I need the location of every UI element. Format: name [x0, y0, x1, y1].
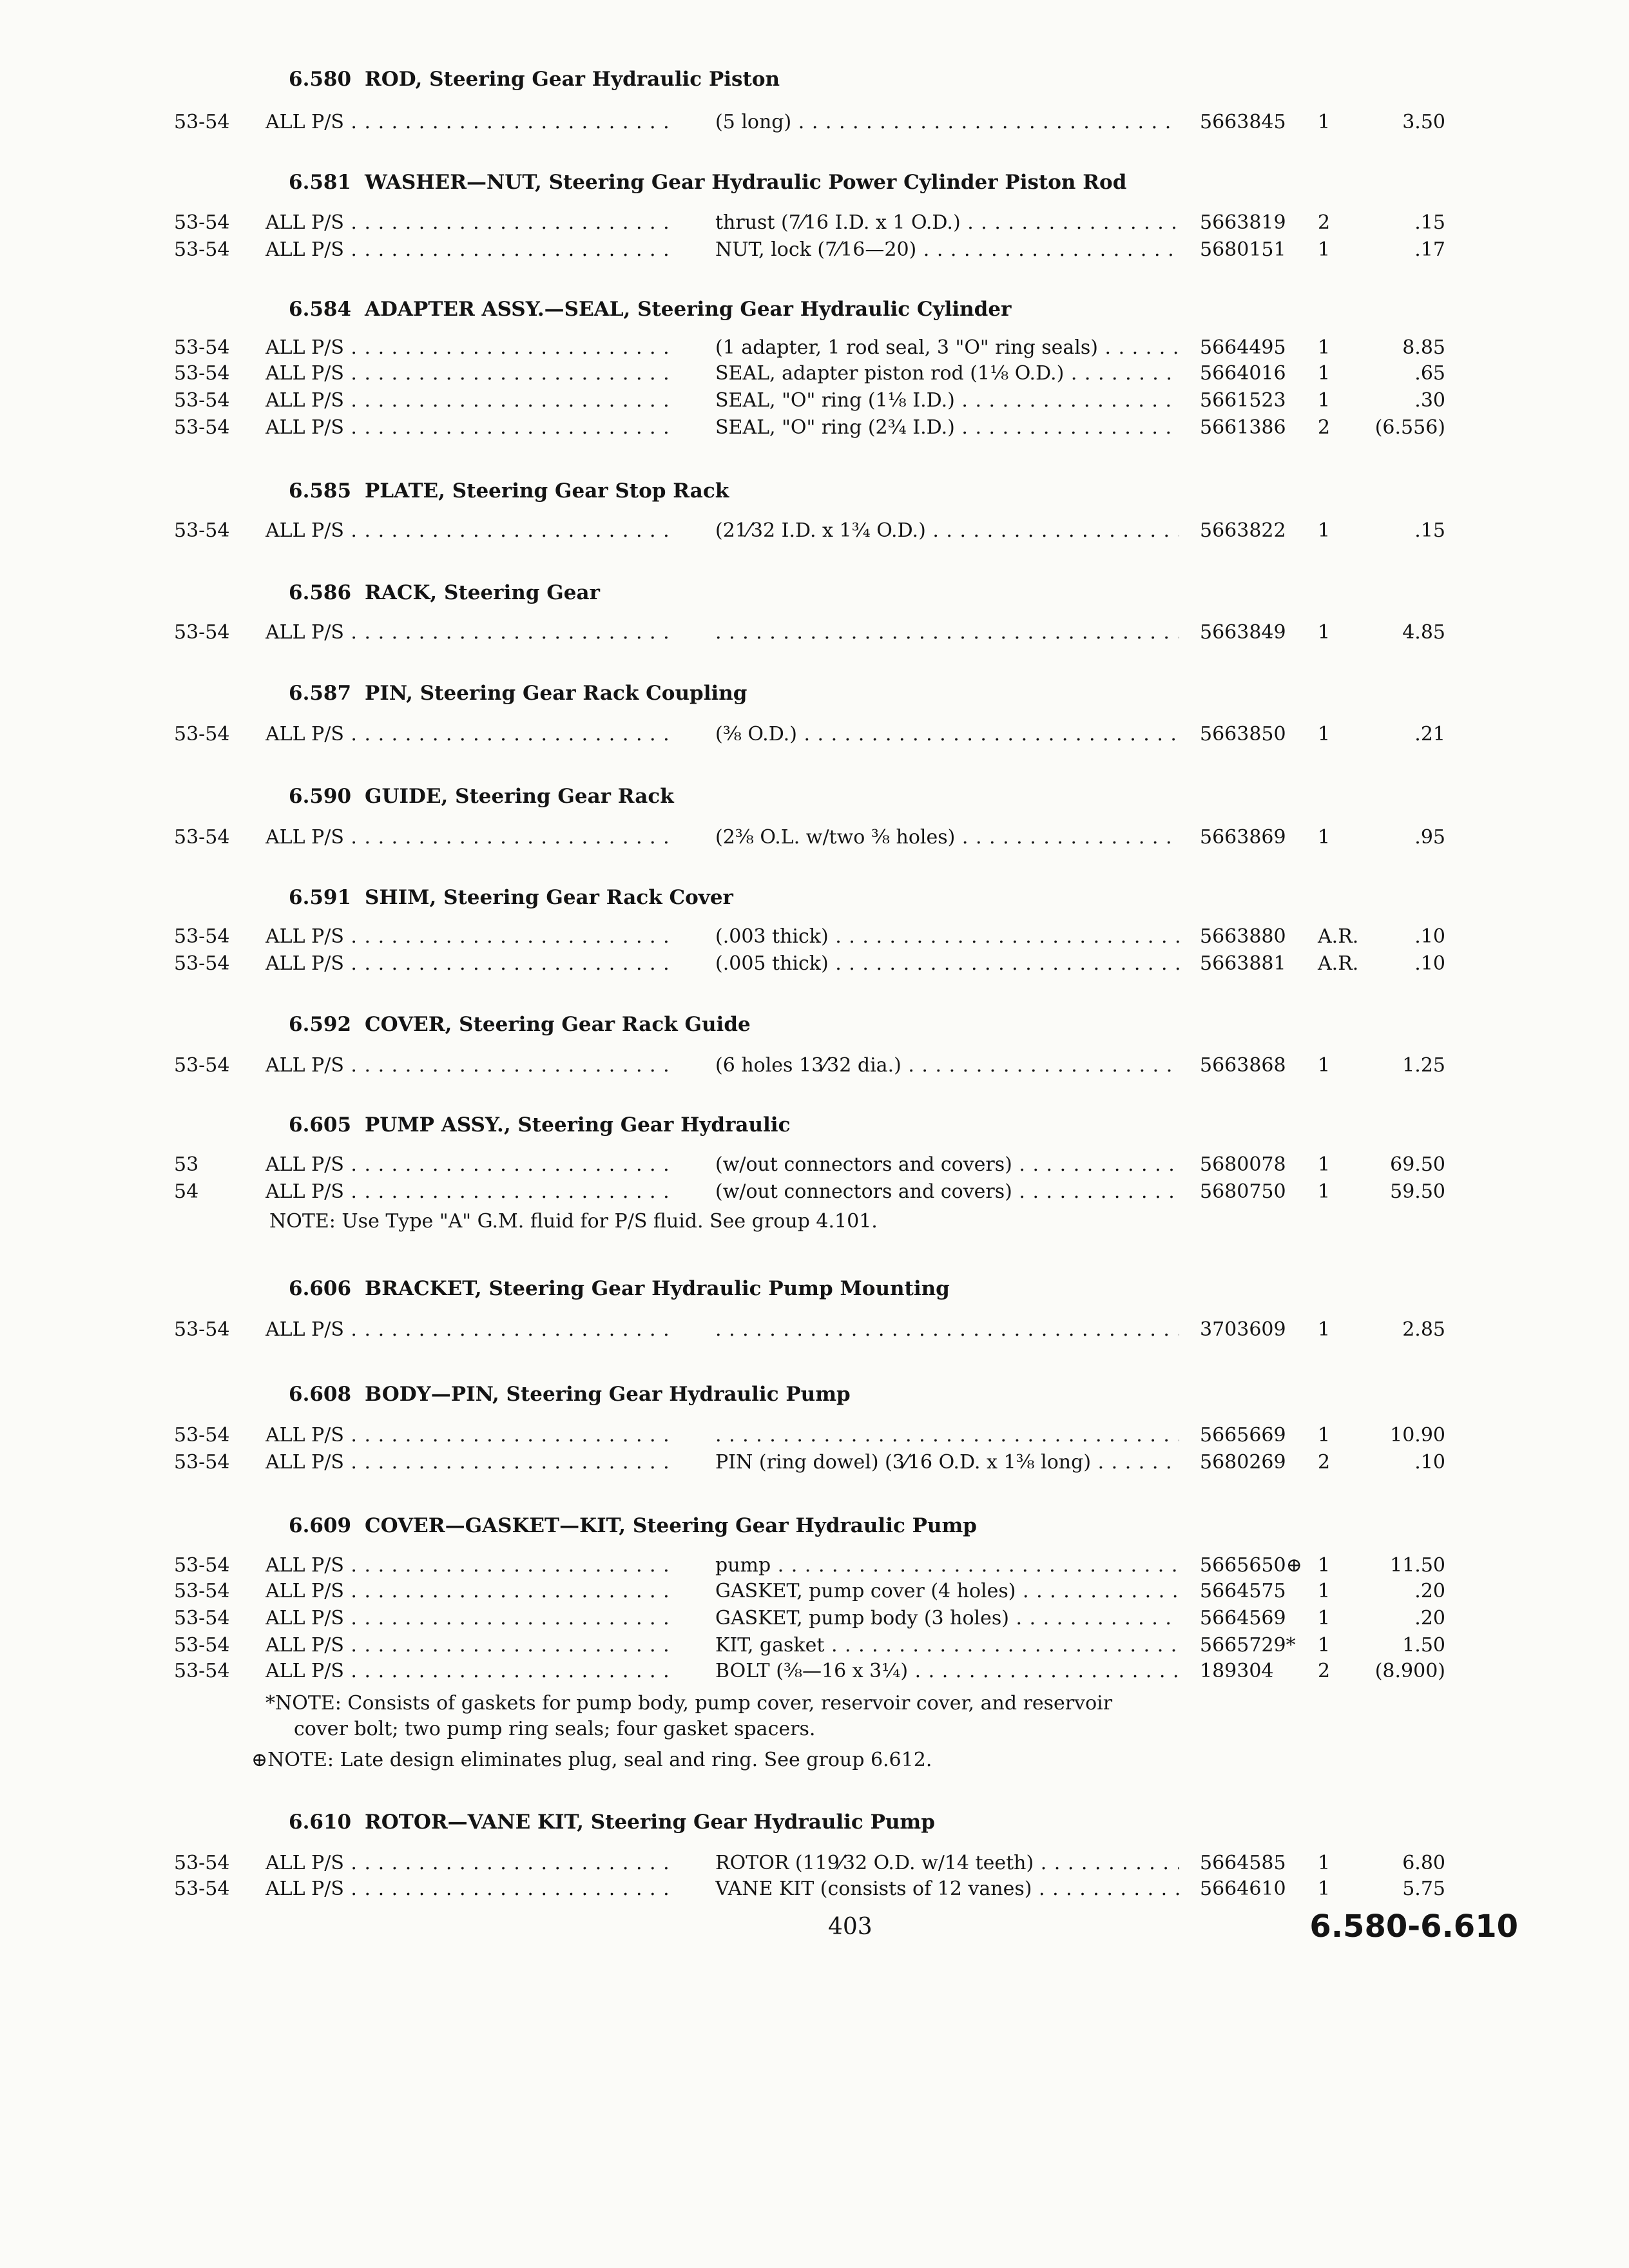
cell-qty: 1 [1318, 1424, 1331, 1446]
section-number: 6.610 [289, 1811, 352, 1834]
section-note: NOTE: Use Type "A" G.M. fluid for P/S fluid. See group 4.101. [269, 1210, 878, 1233]
cell-price: 3.50 [1402, 111, 1445, 133]
cell-model: ALL P/S . . . [265, 111, 678, 133]
cell-yr: 53-54 [174, 519, 230, 542]
section-number: 6.585 [289, 479, 352, 503]
cell-part: 5665729* [1200, 1634, 1296, 1657]
cell-model: ALL P/S . . . [265, 416, 678, 439]
parts-row [0, 1580, 1629, 1608]
cell-desc: ROTOR (119⁄32 O.D. w/14 teeth) . . . [715, 1852, 1179, 1874]
cell-yr: 54 [174, 1180, 199, 1203]
cell-model: ALL P/S . . . [265, 1054, 678, 1077]
section-title: COVER—GASKET—KIT, Steering Gear Hydraulic Pump [365, 1514, 977, 1537]
cell-yr: 53-54 [174, 1054, 230, 1077]
cell-yr: 53-54 [174, 952, 230, 975]
page-range: 6.580-6.610 [1309, 1908, 1518, 1945]
parts-row [0, 1153, 1629, 1182]
cell-qty: 1 [1318, 1852, 1331, 1874]
cell-price: .17 [1414, 238, 1445, 261]
parts-row [0, 1451, 1629, 1479]
cell-yr: 53-54 [174, 362, 230, 385]
section-number: 6.592 [289, 1013, 352, 1036]
parts-row [0, 336, 1629, 365]
section-title: COVER, Steering Gear Rack Guide [365, 1013, 751, 1036]
cell-model: ALL P/S . . . [265, 1580, 678, 1602]
cell-yr: 53-54 [174, 111, 230, 133]
cell-desc: SEAL, adapter piston rod (1⅛ O.D.) . . . [715, 362, 1179, 385]
section-number: 6.586 [289, 581, 352, 604]
cell-desc: (5 long) . . . [715, 111, 1179, 133]
cell-yr: 53-54 [174, 238, 230, 261]
section-heading [289, 1514, 977, 1537]
cell-qty: 1 [1318, 1318, 1331, 1341]
section-number: 6.584 [289, 298, 352, 321]
cell-qty: 1 [1318, 1554, 1331, 1577]
cell-price: 1.25 [1402, 1054, 1445, 1077]
cell-yr: 53-54 [174, 1424, 230, 1446]
cell-qty: 1 [1318, 1054, 1331, 1077]
cell-price: 8.85 [1402, 336, 1445, 359]
section-title: BRACKET, Steering Gear Hydraulic Pump Mounting [365, 1277, 950, 1300]
cell-model: ALL P/S . . . [265, 1318, 678, 1341]
section-title: GUIDE, Steering Gear Rack [365, 785, 674, 808]
cell-part: 5664016 [1200, 362, 1286, 385]
cell-model: ALL P/S . . . [265, 621, 678, 644]
cell-yr: 53-54 [174, 723, 230, 745]
section-heading [289, 1013, 751, 1036]
section-heading [289, 1811, 935, 1834]
cell-qty: 1 [1318, 1153, 1331, 1176]
cell-price: .20 [1414, 1607, 1445, 1629]
cell-desc: (⅜ O.D.) . . . [715, 723, 1179, 745]
section-title: RACK, Steering Gear [365, 581, 600, 604]
parts-row [0, 952, 1629, 981]
cell-model: ALL P/S . . . [265, 1451, 678, 1474]
parts-row [0, 362, 1629, 390]
cell-desc: (1 adapter, 1 rod seal, 3 "O" ring seals) . . . [715, 336, 1179, 359]
cell-desc: GASKET, pump body (3 holes) . . . [715, 1607, 1179, 1629]
cell-qty: 1 [1318, 1180, 1331, 1203]
cell-qty: 1 [1318, 1607, 1331, 1629]
section-note: ⊕NOTE: Late design eliminates plug, seal and ring. See group 6.612. [251, 1749, 932, 1771]
cell-model: ALL P/S . . . [265, 1554, 678, 1577]
parts-row [0, 826, 1629, 854]
cell-desc [715, 1424, 1179, 1446]
cell-desc: GASKET, pump cover (4 holes) . . . [715, 1580, 1179, 1602]
section-heading [289, 479, 729, 503]
cell-model: ALL P/S . . . [265, 826, 678, 849]
parts-row [0, 238, 1629, 267]
cell-qty: 1 [1318, 1580, 1331, 1602]
cell-qty: 1 [1318, 1634, 1331, 1657]
cell-qty: 1 [1318, 362, 1331, 385]
cell-model: ALL P/S . . . [265, 238, 678, 261]
section-title: WASHER—NUT, Steering Gear Hydraulic Power Cylinder Piston Rod [365, 171, 1127, 194]
cell-yr: 53-54 [174, 1660, 230, 1682]
parts-row [0, 1852, 1629, 1880]
cell-price: .10 [1414, 925, 1445, 948]
cell-desc: PIN (ring dowel) (3⁄16 O.D. x 1⅜ long) . . . [715, 1451, 1179, 1474]
cell-desc: (w/out connectors and covers) . . . [715, 1180, 1179, 1203]
section-note: *NOTE: Consists of gaskets for pump body, pump cover, reservoir cover, and reservoir [265, 1692, 1113, 1715]
cell-price: 1.50 [1402, 1634, 1445, 1657]
parts-row [0, 1180, 1629, 1209]
section-number: 6.605 [289, 1113, 352, 1137]
cell-yr: 53-54 [174, 925, 230, 948]
cell-qty: 1 [1318, 723, 1331, 745]
cell-yr: 53-54 [174, 1852, 230, 1874]
cell-qty: 2 [1318, 1660, 1331, 1682]
cell-price: 10.90 [1390, 1424, 1445, 1446]
cell-yr: 53-54 [174, 826, 230, 849]
parts-row [0, 211, 1629, 240]
section-number: 6.609 [289, 1514, 352, 1537]
section-title: SHIM, Steering Gear Rack Cover [365, 886, 733, 909]
cell-qty: 2 [1318, 1451, 1331, 1474]
cell-model: ALL P/S . . . [265, 1634, 678, 1657]
cell-model: ALL P/S . . . [265, 1180, 678, 1203]
cell-model: ALL P/S . . . [265, 362, 678, 385]
cell-model: ALL P/S . . . [265, 1153, 678, 1176]
cell-qty: 2 [1318, 211, 1331, 234]
cell-model: ALL P/S . . . [265, 1878, 678, 1900]
parts-row [0, 1878, 1629, 1906]
cell-price: 5.75 [1402, 1878, 1445, 1900]
parts-row [0, 111, 1629, 139]
cell-price: 69.50 [1390, 1153, 1445, 1176]
cell-model: ALL P/S . . . [265, 1660, 678, 1682]
section-heading [289, 1383, 851, 1406]
cell-model: ALL P/S . . . [265, 1607, 678, 1629]
section-title: PLATE, Steering Gear Stop Rack [365, 479, 729, 503]
parts-row [0, 723, 1629, 751]
cell-part: 5665669 [1200, 1424, 1286, 1446]
cell-desc: (21⁄32 I.D. x 1¾ O.D.) . . . [715, 519, 1179, 542]
cell-part: 5663869 [1200, 826, 1286, 849]
cell-desc: thrust (7⁄16 I.D. x 1 O.D.) . . . [715, 211, 1179, 234]
section-number: 6.608 [289, 1383, 352, 1406]
cell-price: .95 [1414, 826, 1445, 849]
cell-yr: 53-54 [174, 1607, 230, 1629]
section-title: PUMP ASSY., Steering Gear Hydraulic [365, 1113, 791, 1137]
cell-part: 5664575 [1200, 1580, 1286, 1602]
cell-price: .21 [1414, 723, 1445, 745]
section-title: PIN, Steering Gear Rack Coupling [365, 682, 747, 705]
cell-qty: 1 [1318, 389, 1331, 412]
cell-part: 5680151 [1200, 238, 1286, 261]
cell-desc [715, 621, 1179, 644]
cell-model: ALL P/S . . . [265, 723, 678, 745]
cell-desc: (2⅜ O.L. w/two ⅜ holes) . . . [715, 826, 1179, 849]
cell-yr: 53-54 [174, 1554, 230, 1577]
parts-row [0, 1054, 1629, 1082]
section-title: ROTOR—VANE KIT, Steering Gear Hydraulic Pump [365, 1811, 935, 1834]
section-heading [289, 785, 674, 808]
parts-row [0, 1660, 1629, 1688]
cell-yr: 53-54 [174, 1580, 230, 1602]
section-note: cover bolt; two pump ring seals; four gasket spacers. [294, 1718, 816, 1740]
section-heading [289, 682, 747, 705]
cell-part: 5663880 [1200, 925, 1286, 948]
parts-row [0, 1607, 1629, 1635]
cell-yr: 53-54 [174, 1318, 230, 1341]
cell-desc: (6 holes 13⁄32 dia.) . . . [715, 1054, 1179, 1077]
section-heading [289, 68, 780, 91]
cell-yr: 53-54 [174, 211, 230, 234]
cell-model: ALL P/S . . . [265, 389, 678, 412]
section-heading [289, 1277, 950, 1300]
cell-part: 5663881 [1200, 952, 1286, 975]
cell-part: 5663850 [1200, 723, 1286, 745]
cell-model: ALL P/S . . . [265, 519, 678, 542]
cell-desc: (w/out connectors and covers) . . . [715, 1153, 1179, 1176]
cell-yr: 53 [174, 1153, 199, 1176]
cell-part: 5663845 [1200, 111, 1286, 133]
section-title: BODY—PIN, Steering Gear Hydraulic Pump [365, 1383, 851, 1406]
page-number: 403 [828, 1914, 872, 1940]
cell-qty: 1 [1318, 1878, 1331, 1900]
cell-model: ALL P/S . . . [265, 1852, 678, 1874]
cell-price: .10 [1414, 1451, 1445, 1474]
section-number: 6.587 [289, 682, 352, 705]
cell-desc: BOLT (⅜—16 x 3¼) . . . [715, 1660, 1179, 1682]
cell-model: ALL P/S . . . [265, 211, 678, 234]
cell-model: ALL P/S . . . [265, 952, 678, 975]
cell-qty: 1 [1318, 238, 1331, 261]
cell-qty: A.R. [1318, 952, 1359, 975]
cell-part: 5680269 [1200, 1451, 1286, 1474]
cell-qty: 2 [1318, 416, 1331, 439]
cell-price: (6.556) [1374, 416, 1445, 439]
cell-yr: 53-54 [174, 1451, 230, 1474]
section-number: 6.580 [289, 68, 352, 91]
parts-row [0, 1424, 1629, 1452]
cell-model: ALL P/S . . . [265, 925, 678, 948]
section-heading [289, 886, 733, 909]
cell-price: 11.50 [1390, 1554, 1445, 1577]
cell-price: 4.85 [1402, 621, 1445, 644]
cell-desc: KIT, gasket . . . [715, 1634, 1179, 1657]
cell-desc: VANE KIT (consists of 12 vanes) . . . [715, 1878, 1179, 1900]
parts-row [0, 925, 1629, 954]
cell-price: (8.900) [1374, 1660, 1445, 1682]
section-heading [289, 1113, 790, 1137]
cell-desc: SEAL, "O" ring (2¾ I.D.) . . . [715, 416, 1179, 439]
cell-part: 5664585 [1200, 1852, 1286, 1874]
cell-desc [715, 1318, 1179, 1341]
parts-row [0, 416, 1629, 445]
cell-part: 5663822 [1200, 519, 1286, 542]
cell-part: 5664569 [1200, 1607, 1286, 1629]
cell-price: 6.80 [1402, 1852, 1445, 1874]
section-title: ROD, Steering Gear Hydraulic Piston [365, 68, 780, 91]
cell-desc: (.003 thick) . . . [715, 925, 1179, 948]
cell-price: .10 [1414, 952, 1445, 975]
cell-part: 5661523 [1200, 389, 1286, 412]
cell-part: 5680750 [1200, 1180, 1286, 1203]
cell-qty: 1 [1318, 826, 1331, 849]
cell-price: .30 [1414, 389, 1445, 412]
section-heading [289, 171, 1126, 194]
cell-qty: A.R. [1318, 925, 1359, 948]
cell-qty: 1 [1318, 336, 1331, 359]
cell-part: 5663868 [1200, 1054, 1286, 1077]
cell-desc: pump . . . [715, 1554, 1179, 1577]
cell-desc: (.005 thick) . . . [715, 952, 1179, 975]
section-number: 6.591 [289, 886, 352, 909]
cell-part: 5663819 [1200, 211, 1286, 234]
cell-qty: 1 [1318, 621, 1331, 644]
cell-part: 5664610 [1200, 1878, 1286, 1900]
section-number: 6.606 [289, 1277, 352, 1300]
cell-part: 5665650⊕ [1200, 1554, 1302, 1577]
section-number: 6.581 [289, 171, 352, 194]
parts-row [0, 621, 1629, 649]
cell-price: 59.50 [1390, 1180, 1445, 1203]
cell-yr: 53-54 [174, 621, 230, 644]
cell-qty: 1 [1318, 519, 1331, 542]
cell-part: 5663849 [1200, 621, 1286, 644]
cell-price: 2.85 [1402, 1318, 1445, 1341]
cell-yr: 53-54 [174, 416, 230, 439]
cell-qty: 1 [1318, 111, 1331, 133]
cell-model: ALL P/S . . . [265, 1424, 678, 1446]
parts-row [0, 1554, 1629, 1582]
cell-price: .65 [1414, 362, 1445, 385]
cell-yr: 53-54 [174, 1634, 230, 1657]
cell-yr: 53-54 [174, 1878, 230, 1900]
section-heading [289, 298, 1011, 321]
cell-part: 5661386 [1200, 416, 1286, 439]
cell-model: ALL P/S . . . [265, 336, 678, 359]
cell-price: .15 [1414, 211, 1445, 234]
cell-price: .20 [1414, 1580, 1445, 1602]
cell-price: .15 [1414, 519, 1445, 542]
parts-row [0, 389, 1629, 418]
section-heading [289, 581, 600, 604]
cell-part: 3703609 [1200, 1318, 1286, 1341]
parts-row [0, 1318, 1629, 1347]
cell-desc: NUT, lock (7⁄16—20) . . . [715, 238, 1179, 261]
section-title: ADAPTER ASSY.—SEAL, Steering Gear Hydraulic Cylinder [365, 298, 1012, 321]
cell-yr: 53-54 [174, 389, 230, 412]
parts-row [0, 1634, 1629, 1662]
cell-part: 189304 [1200, 1660, 1274, 1682]
cell-part: 5680078 [1200, 1153, 1286, 1176]
cell-part: 5664495 [1200, 336, 1286, 359]
cell-yr: 53-54 [174, 336, 230, 359]
cell-desc: SEAL, "O" ring (1⅛ I.D.) . . . [715, 389, 1179, 412]
section-number: 6.590 [289, 785, 352, 808]
parts-row [0, 519, 1629, 548]
